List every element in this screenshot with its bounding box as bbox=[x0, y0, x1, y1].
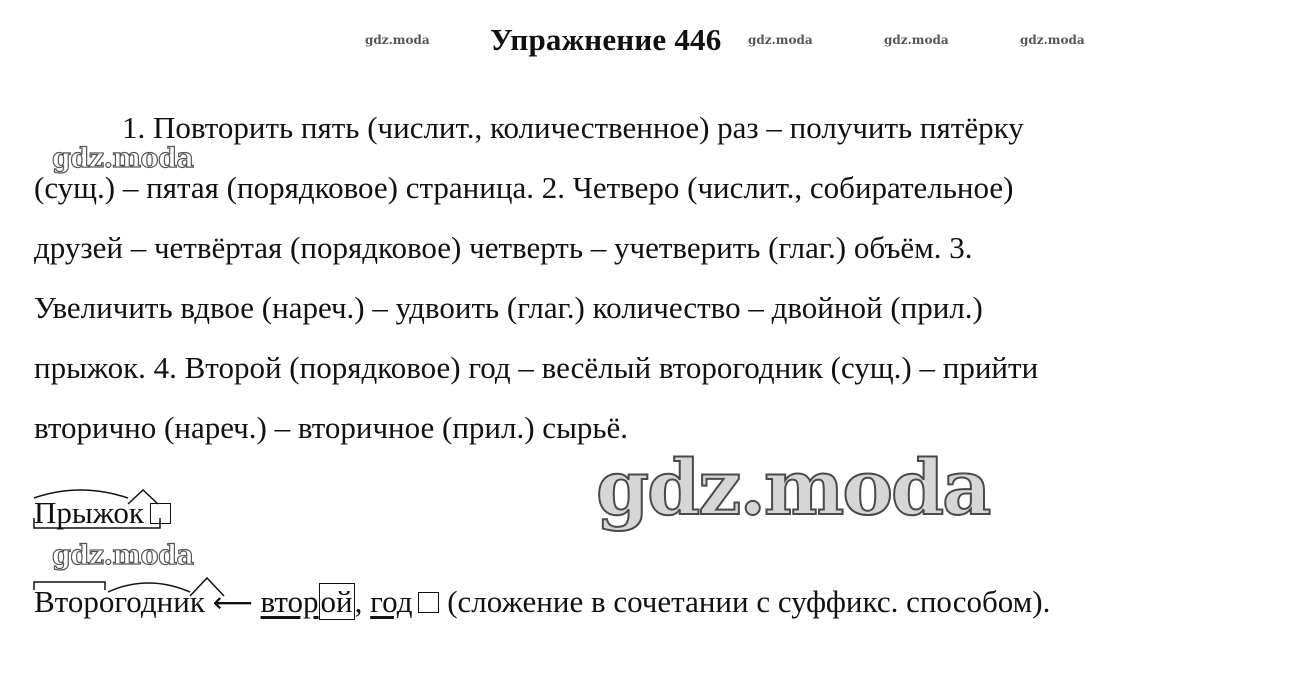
text-line-3: друзей – четвёртая (порядковое) четверть – учетверить (глаг.) объём. 3. bbox=[34, 230, 973, 265]
analysis-word-vtorogodnik: Второгодник bbox=[34, 584, 205, 619]
text-line-1 bbox=[34, 110, 1024, 146]
source-word-god: год bbox=[370, 584, 413, 619]
arrow-icon: ⟵ bbox=[212, 586, 253, 619]
text-line-4: Увеличить вдвое (нареч.) – удвоить (глаг.) количество – двойной (прил.) bbox=[34, 290, 983, 325]
comma: , bbox=[354, 584, 363, 619]
formation-note: (сложение в сочетании с суффикс. способом). bbox=[447, 584, 1051, 619]
text-line-1-content: 1. Повторить пять (числит., количественное) раз – получить пятёрку bbox=[122, 110, 1024, 145]
page-title: Упражнение 446 bbox=[490, 22, 722, 57]
zero-ending-box-2 bbox=[418, 592, 439, 613]
text-line-2: (сущ.) – пятая (порядковое) страница. 2. Четверо (числит., собирательное) bbox=[34, 170, 1014, 205]
watermark-small-3: gdz.moda bbox=[884, 33, 949, 47]
zero-ending-box-1 bbox=[150, 503, 171, 524]
watermark-left-2: gdz.moda bbox=[52, 540, 194, 571]
watermark-big: gdz.moda bbox=[596, 443, 990, 532]
analysis-row-1 bbox=[34, 495, 171, 531]
watermark-left-1: gdz.moda bbox=[52, 143, 194, 174]
watermark-small-4: gdz.moda bbox=[1020, 33, 1085, 47]
watermark-small-2: gdz.moda bbox=[748, 33, 813, 47]
text-line-5: прыжок. 4. Второй (порядковое) год – весёлый второгодник (сущ.) – прийти bbox=[34, 350, 1039, 385]
analysis-row-2 bbox=[34, 584, 1050, 620]
text-line-6: вторично (нареч.) – вторичное (прил.) сырьё. bbox=[34, 410, 629, 445]
source-word-stem: втор bbox=[260, 584, 319, 619]
analysis-word-pryzhok: Прыжок bbox=[34, 495, 144, 530]
source-word-ending: ой bbox=[320, 584, 353, 619]
watermark-small-1: gdz.moda bbox=[365, 33, 430, 47]
